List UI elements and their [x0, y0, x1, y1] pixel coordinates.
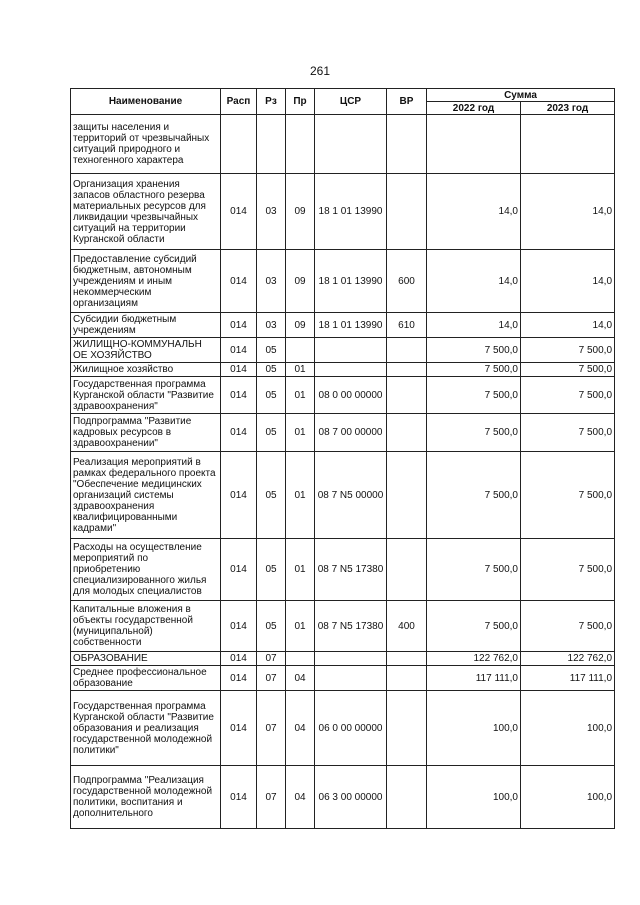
cell-rz: [257, 115, 286, 174]
cell-pr: 01: [286, 414, 315, 452]
cell-vr: 610: [387, 313, 427, 338]
cell-vr: [387, 174, 427, 250]
cell-sum-2023: 7 500,0: [521, 414, 615, 452]
cell-csr: [315, 115, 387, 174]
cell-sum-2022: [427, 115, 521, 174]
cell-rasp: 014: [221, 601, 257, 652]
cell-pr: 04: [286, 766, 315, 829]
cell-rz: 05: [257, 338, 286, 363]
cell-sum-2022: 14,0: [427, 250, 521, 313]
cell-name: Капитальные вложения в объекты государственной (муниципальной) собственности: [71, 601, 221, 652]
table-row: [71, 414, 615, 452]
cell-rz: 07: [257, 766, 286, 829]
col-header-rasp: Расп: [221, 89, 257, 115]
cell-sum-2023: 7 500,0: [521, 539, 615, 601]
cell-csr: 08 0 00 00000: [315, 377, 387, 414]
cell-sum-2023: 7 500,0: [521, 377, 615, 414]
header-row-1: [71, 89, 615, 102]
page-number: 261: [309, 64, 331, 78]
cell-rz: 05: [257, 363, 286, 377]
col-header-2022: 2022 год: [427, 102, 521, 115]
cell-vr: [387, 652, 427, 666]
cell-rz: 03: [257, 313, 286, 338]
cell-sum-2023: 14,0: [521, 313, 615, 338]
cell-name: ЖИЛИЩНО-КОММУНАЛЬН ОЕ ХОЗЯЙСТВО: [71, 338, 221, 363]
table-row: [71, 115, 615, 174]
col-header-csr: ЦСР: [315, 89, 387, 115]
table-row: [71, 691, 615, 766]
cell-rasp: 014: [221, 414, 257, 452]
cell-name: Подпрограмма "Реализация государственной молодежной политики, воспитания и дополнительного: [71, 766, 221, 829]
cell-name: Субсидии бюджетным учреждениям: [71, 313, 221, 338]
cell-pr: 01: [286, 377, 315, 414]
col-header-name: Наименование: [71, 89, 221, 115]
cell-name: Реализация мероприятий в рамках федерального проекта "Обеспечение медицинских организаций системы здравоохранения квалифицированными кадрами": [71, 452, 221, 539]
cell-sum-2022: 122 762,0: [427, 652, 521, 666]
cell-csr: [315, 363, 387, 377]
cell-sum-2023: 14,0: [521, 174, 615, 250]
table-row: [71, 338, 615, 363]
cell-pr: 09: [286, 250, 315, 313]
cell-rz: 05: [257, 601, 286, 652]
cell-csr: 08 7 N5 00000: [315, 452, 387, 539]
cell-rasp: 014: [221, 652, 257, 666]
cell-name: Расходы на осуществление мероприятий по приобретению специализированного жилья для молодых специалистов: [71, 539, 221, 601]
col-header-vr: ВР: [387, 89, 427, 115]
cell-vr: 400: [387, 601, 427, 652]
cell-sum-2022: 7 500,0: [427, 539, 521, 601]
cell-rz: 07: [257, 666, 286, 691]
cell-name: Жилищное хозяйство: [71, 363, 221, 377]
cell-vr: [387, 452, 427, 539]
table-row: [71, 601, 615, 652]
table-row: [71, 174, 615, 250]
cell-vr: [387, 691, 427, 766]
table-row: [71, 377, 615, 414]
cell-sum-2023: 14,0: [521, 250, 615, 313]
col-header-sum: Сумма: [427, 89, 615, 102]
cell-rasp: 014: [221, 338, 257, 363]
cell-csr: 06 3 00 00000: [315, 766, 387, 829]
cell-sum-2022: 7 500,0: [427, 377, 521, 414]
cell-sum-2022: 7 500,0: [427, 414, 521, 452]
cell-sum-2023: 117 111,0: [521, 666, 615, 691]
cell-rasp: 014: [221, 363, 257, 377]
cell-pr: 01: [286, 601, 315, 652]
cell-csr: 18 1 01 13990: [315, 313, 387, 338]
cell-rasp: 014: [221, 691, 257, 766]
table-row: [71, 539, 615, 601]
cell-sum-2022: 14,0: [427, 174, 521, 250]
cell-rz: 07: [257, 691, 286, 766]
cell-sum-2023: 7 500,0: [521, 601, 615, 652]
cell-pr: 01: [286, 452, 315, 539]
cell-sum-2022: 7 500,0: [427, 601, 521, 652]
cell-csr: 08 7 N5 17380: [315, 601, 387, 652]
cell-pr: [286, 652, 315, 666]
cell-vr: [387, 338, 427, 363]
cell-sum-2023: 100,0: [521, 766, 615, 829]
cell-rasp: 014: [221, 539, 257, 601]
cell-rz: 07: [257, 652, 286, 666]
cell-rasp: 014: [221, 250, 257, 313]
cell-csr: 08 7 00 00000: [315, 414, 387, 452]
cell-name: Подпрограмма "Развитие кадровых ресурсов в здравоохранении": [71, 414, 221, 452]
cell-sum-2023: 122 762,0: [521, 652, 615, 666]
cell-rasp: [221, 115, 257, 174]
cell-vr: 600: [387, 250, 427, 313]
cell-sum-2023: 7 500,0: [521, 363, 615, 377]
table-row: [71, 666, 615, 691]
cell-rasp: 014: [221, 174, 257, 250]
cell-pr: 09: [286, 313, 315, 338]
cell-csr: [315, 652, 387, 666]
cell-csr: [315, 338, 387, 363]
table-row: [71, 452, 615, 539]
cell-sum-2022: 7 500,0: [427, 363, 521, 377]
cell-pr: [286, 338, 315, 363]
table-row: [71, 766, 615, 829]
cell-sum-2023: 100,0: [521, 691, 615, 766]
table-row: [71, 652, 615, 666]
cell-sum-2022: 100,0: [427, 691, 521, 766]
cell-sum-2022: 7 500,0: [427, 452, 521, 539]
cell-vr: [387, 666, 427, 691]
cell-vr: [387, 363, 427, 377]
cell-name: Государственная программа Курганской области "Развитие здравоохранения": [71, 377, 221, 414]
cell-csr: [315, 666, 387, 691]
cell-rasp: 014: [221, 766, 257, 829]
cell-csr: 06 0 00 00000: [315, 691, 387, 766]
cell-vr: [387, 414, 427, 452]
cell-rz: 03: [257, 174, 286, 250]
cell-vr: [387, 115, 427, 174]
cell-pr: 04: [286, 666, 315, 691]
col-header-pr: Пр: [286, 89, 315, 115]
cell-vr: [387, 766, 427, 829]
cell-vr: [387, 539, 427, 601]
col-header-rz: Рз: [257, 89, 286, 115]
cell-rz: 05: [257, 377, 286, 414]
cell-name: Государственная программа Курганской области "Развитие образования и реализация государственной молодежной политики": [71, 691, 221, 766]
table-row: [71, 363, 615, 377]
budget-table: [70, 88, 615, 829]
table-row: [71, 313, 615, 338]
cell-csr: 18 1 01 13990: [315, 174, 387, 250]
cell-rz: 03: [257, 250, 286, 313]
table-row: [71, 250, 615, 313]
cell-sum-2023: 7 500,0: [521, 338, 615, 363]
cell-pr: 01: [286, 539, 315, 601]
cell-rasp: 014: [221, 452, 257, 539]
cell-pr: 04: [286, 691, 315, 766]
cell-name: ОБРАЗОВАНИЕ: [71, 652, 221, 666]
cell-name: Предоставление субсидий бюджетным, автономным учреждениям и иным некоммерческим организациям: [71, 250, 221, 313]
cell-name: Организация хранения запасов областного резерва материальных ресурсов для ликвидации чрезвычайных ситуаций на территории Курганской области: [71, 174, 221, 250]
cell-rasp: 014: [221, 377, 257, 414]
cell-rz: 05: [257, 539, 286, 601]
cell-pr: 09: [286, 174, 315, 250]
cell-pr: [286, 115, 315, 174]
cell-csr: 18 1 01 13990: [315, 250, 387, 313]
cell-sum-2022: 100,0: [427, 766, 521, 829]
cell-rz: 05: [257, 414, 286, 452]
cell-sum-2022: 14,0: [427, 313, 521, 338]
cell-sum-2023: 7 500,0: [521, 452, 615, 539]
cell-sum-2023: [521, 115, 615, 174]
cell-csr: 08 7 N5 17380: [315, 539, 387, 601]
cell-rasp: 014: [221, 313, 257, 338]
cell-vr: [387, 377, 427, 414]
cell-pr: 01: [286, 363, 315, 377]
cell-name: Среднее профессиональное образование: [71, 666, 221, 691]
col-header-2023: 2023 год: [521, 102, 615, 115]
cell-sum-2022: 7 500,0: [427, 338, 521, 363]
cell-rz: 05: [257, 452, 286, 539]
cell-rasp: 014: [221, 666, 257, 691]
cell-sum-2022: 117 111,0: [427, 666, 521, 691]
cell-name: защиты населения и территорий от чрезвычайных ситуаций природного и техногенного характера: [71, 115, 221, 174]
